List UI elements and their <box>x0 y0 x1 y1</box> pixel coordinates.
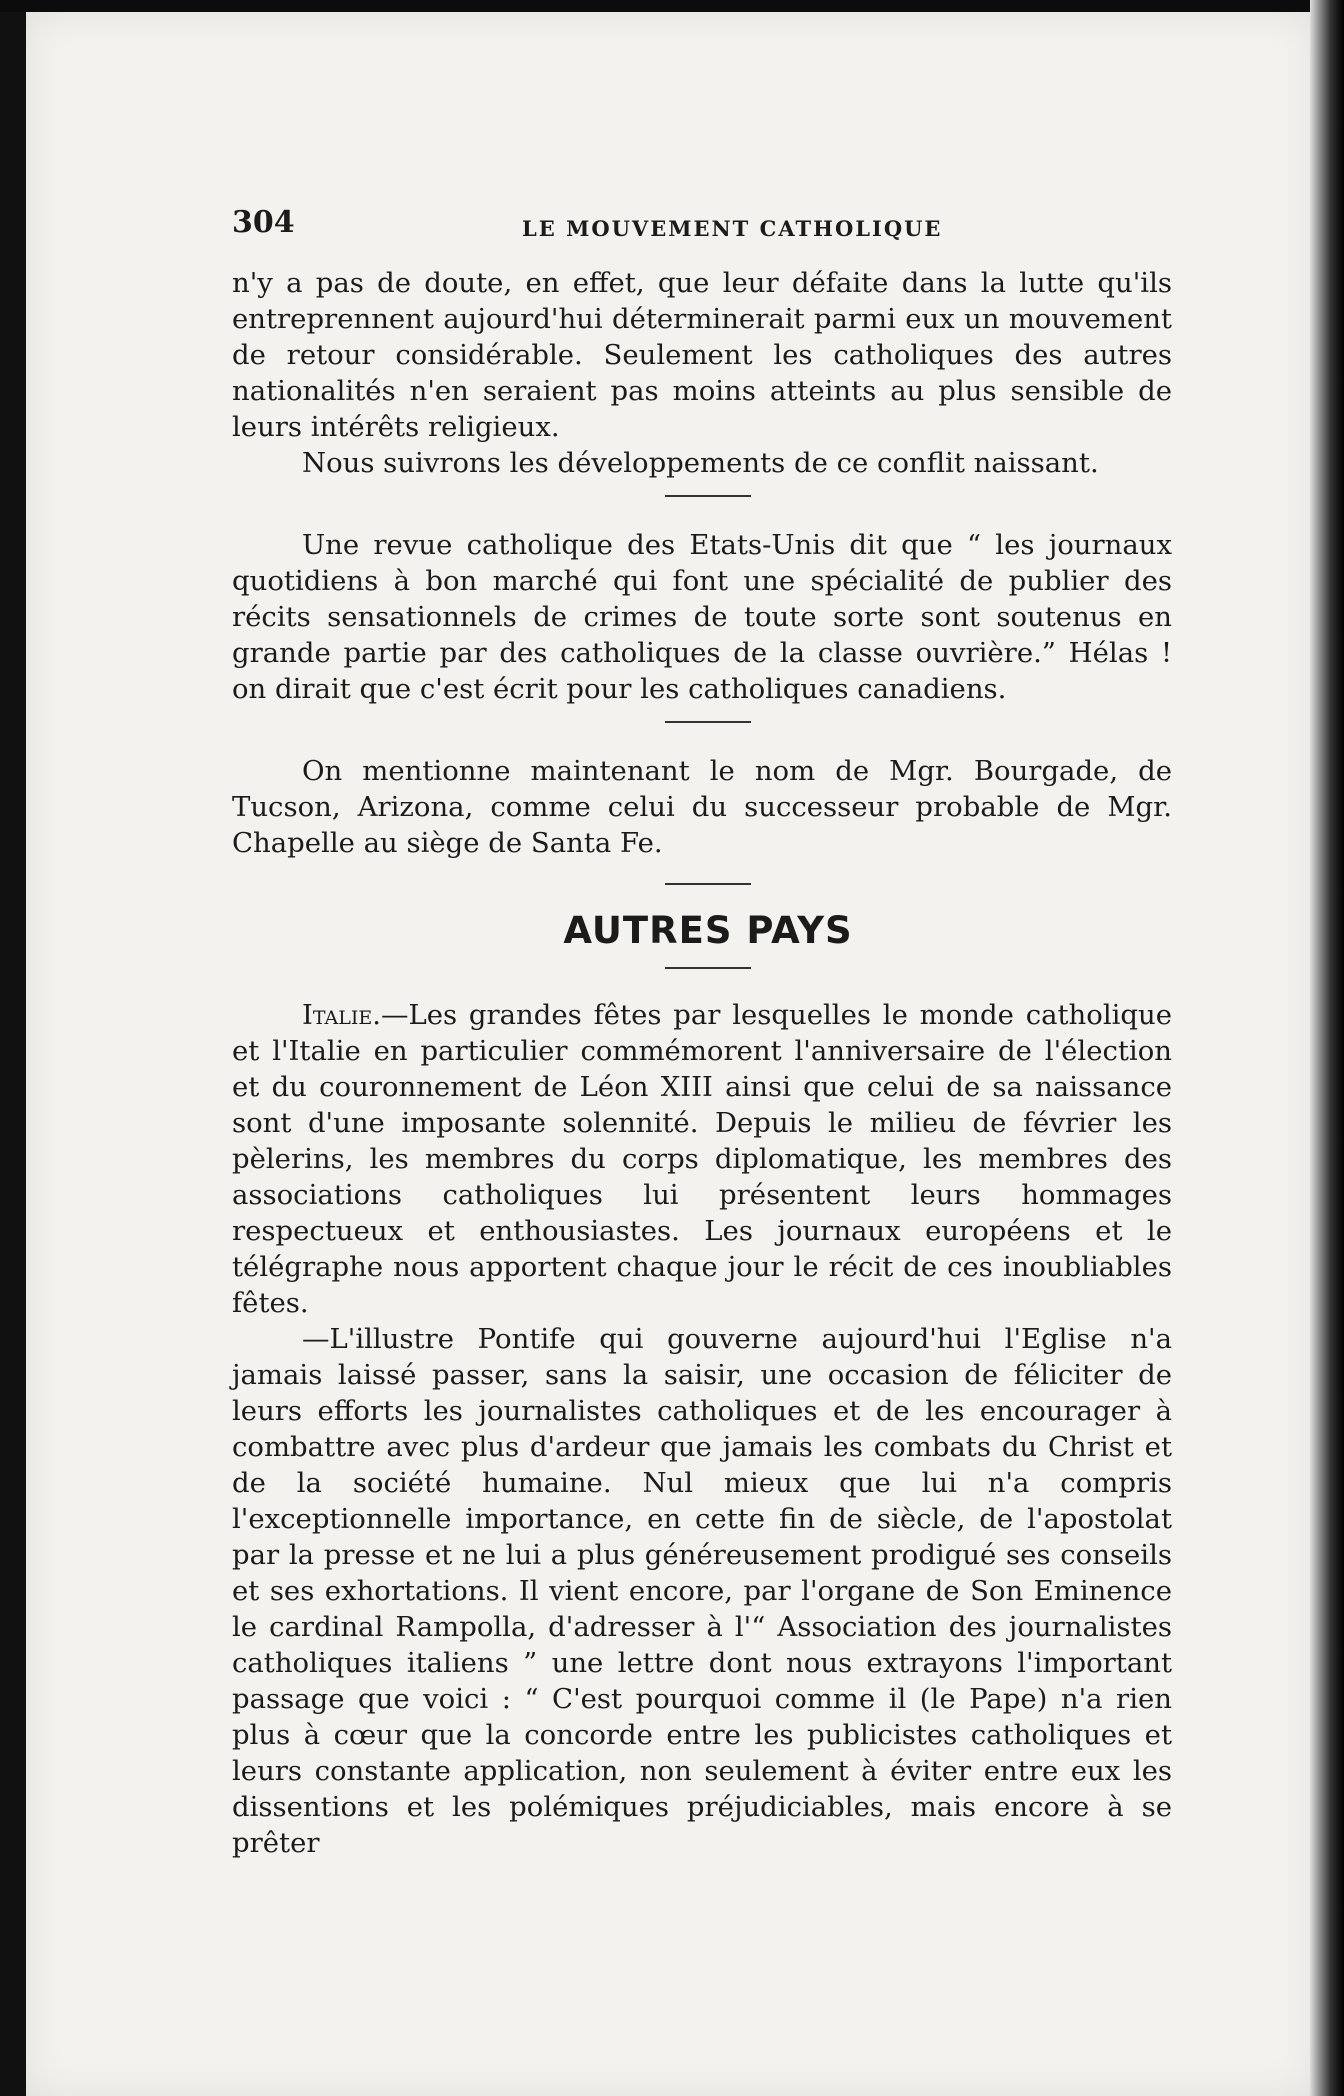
scan-top-edge <box>0 0 1344 12</box>
paragraph-italie <box>232 997 1172 1321</box>
paragraph-continuation: n'y a pas de doute, en effet, que leur défaite dans la lutte qu'ils entreprennent aujourd'hui déterminerait parmi eux un mouvement de retour considérable. Seulement les catholiques des autres nationalités n'en seraient pas moins atteints au plus sensible de leurs intérêts religieux. <box>232 267 1172 443</box>
paragraph-italie-text: —Les grandes fêtes par lesquelles le monde catholique et l'Italie en particulier commémorent l'anniversaire de l'élection et du couronnement de Léon XIII ainsi que celui de sa naissance sont d'une imposante solennité. Depuis le milieu de février les pèlerins, les membres du corps diplomatique, les membres des associations catholiques lui présentent leurs hommages respectueux et enthousiastes. Les journaux européens et le télégraphe nous apportent chaque jour le récit de ces inoubliables fêtes. <box>232 999 1172 1319</box>
paragraph-bourgade: On mentionne maintenant le nom de Mgr. Bourgade, de Tucson, Arizona, comme celui du successeur probable de Mgr. Chapelle au siège de Santa Fe. <box>232 755 1172 859</box>
page-content <box>232 205 1172 1861</box>
section-divider <box>665 495 751 497</box>
section-title: AUTRES PAYS <box>563 909 853 952</box>
running-head: LE MOUVEMENT CATHOLIQUE <box>522 216 943 241</box>
page-number: 304 <box>232 205 295 240</box>
section-divider <box>665 883 751 885</box>
paragraph-pontife: —L'illustre Pontife qui gouverne aujourd'hui l'Eglise n'a jamais laissé passer, sans la saisir, une occasion de féliciter de leurs efforts les journalistes catholiques et de les encourager à combattre avec plus d'ardeur que jamais les combats du Christ et de la société humaine. Nul mieux que lui n'a compris l'exceptionnelle importance, en cette fin de siècle, de l'apostolat par la presse et ne lui a plus généreusement prodigué ses conseils et ses exhortations. Il vient encore, par l'organe de Son Eminence le cardinal Rampolla, d'adresser à l'“ Association des journalistes catholiques italiens ” une lettre dont nous extrayons l'important passage que voici : “ C'est pourquoi comme il (le Pape) n'a rien plus à cœur que la concorde entre les publicistes catholiques et leurs constante application, non seulement à éviter entre eux les dissentions et les polémiques préjudiciables, mais encore à se prêter <box>232 1323 1172 1859</box>
paragraph-conflict: Nous suivrons les développements de ce conflit naissant. <box>302 447 1099 479</box>
title-divider <box>665 967 751 969</box>
section-divider <box>665 721 751 723</box>
page-gutter-shadow <box>1310 0 1344 2096</box>
paragraph-revue: Une revue catholique des Etats-Unis dit que “ les journaux quotidiens à bon marché qui font une spécialité de publier des récits sensationnels de crimes de toute sorte sont soutenus en grande partie par des catholiques de la classe ouvrière.” Hélas ! on dirait que c'est écrit pour les catholiques canadiens. <box>232 529 1172 705</box>
paragraph-lead: Italie. <box>302 999 381 1031</box>
page-header <box>232 205 1172 265</box>
